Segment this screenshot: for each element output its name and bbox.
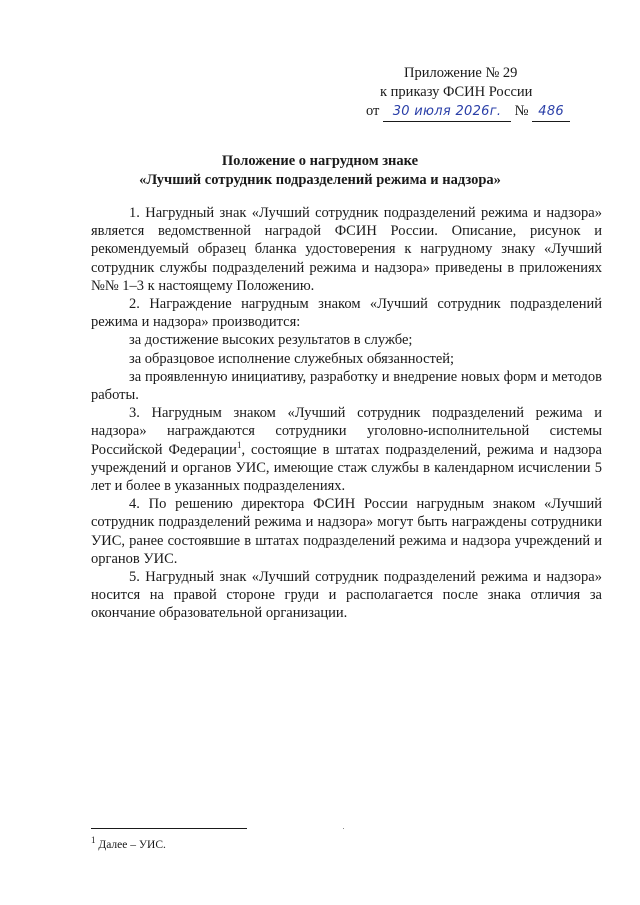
handwritten-date: 30 июля 2026г. <box>383 102 511 122</box>
number-sign: № <box>514 103 529 119</box>
document-body <box>91 204 602 623</box>
footnote-mark: 1 <box>91 835 96 846</box>
scan-speck <box>343 828 344 829</box>
handwritten-order-number: 486 <box>532 102 570 122</box>
title-line-1: Положение о нагрудном знаке <box>221 153 419 169</box>
paragraph-2-item-c: за проявленную инициативу, разработку и внедрение новых форм и методов работы. <box>91 368 602 404</box>
paragraph-2-item-b: за образцовое исполнение служебных обязанностей; <box>129 350 455 367</box>
paragraph-2-item-a: за достижение высоких результатов в службе; <box>129 332 413 349</box>
footnote-reference: 1 <box>236 439 242 450</box>
footnote-text: Далее – УИС. <box>95 839 166 851</box>
title-line-2: «Лучший сотрудник подразделений режима и надзора» <box>139 172 501 188</box>
from-label: от <box>366 103 380 119</box>
appendix-header <box>366 64 586 122</box>
paragraph-4: 4. По решению директора ФСИН России нагрудным знаком «Лучший сотрудник подразделений режима и надзора» могут быть награждены сотрудники УИС, ранее состоявшие в штатах подразделений режима и надзора учреждений и органов УИС. <box>91 496 602 567</box>
paragraph-2: 2. Награждение нагрудным знаком «Лучший сотрудник подразделений режима и надзора» производится: <box>91 296 602 331</box>
paragraph-3-text-start: 3. Нагрудным знаком «Лучший сотрудник подразделений режима и надзора» награждаются сотрудники уголовно-исполнительной системы Российской Федерации <box>91 405 602 458</box>
appendix-order-ref: к приказу ФСИН России <box>380 84 533 100</box>
paragraph-5: 5. Нагрудный знак «Лучший сотрудник подразделений режима и надзора» носится на правой стороне груди и располагается после знака отличия за окончание образовательной организации. <box>91 569 602 622</box>
paragraph-1: 1. Нагрудный знак «Лучший сотрудник подразделений режима и надзора» является ведомственной наградой ФСИН России. Описание, рисунок и рекомендуемый образец бланка удостоверения к нагрудному знаку «Лучший сотрудник службы подразделений режима и надзора» приведены в приложениях №№ 1–3 к настоящему Положению. <box>91 205 602 294</box>
paragraph-3-text-end: , состоящие в штатах подразделений, режима и надзора учреждений и органов УИС, имеющие стаж службы в календарном исчислении 5 лет и более в указанных подразделениях. <box>91 441 602 495</box>
paragraph-3 <box>91 404 602 495</box>
appendix-date-line <box>366 102 586 122</box>
footnote-separator <box>91 828 247 829</box>
footnote <box>91 835 166 852</box>
appendix-number: Приложение № 29 <box>404 65 518 81</box>
document-title <box>60 152 580 190</box>
